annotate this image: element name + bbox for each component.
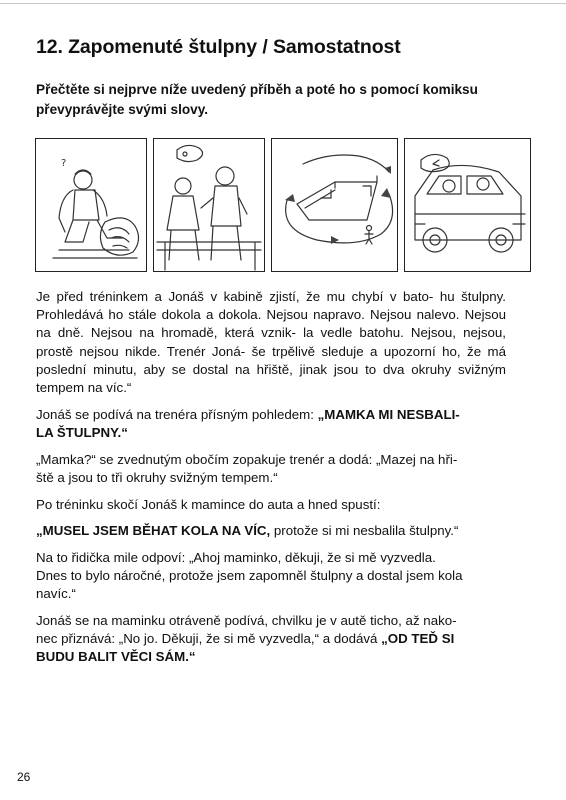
story-paragraph xyxy=(36,612,506,667)
story-emphasis: „MAMKA MI NESBALI- xyxy=(317,406,460,422)
comic-panel-1 xyxy=(36,139,147,272)
story-line: hu štulpny. Prohledává ho stále dokola a dokola. Nejsou napravo. xyxy=(36,289,506,323)
comic-panel-3 xyxy=(272,139,398,272)
story-emphasis: „OD TEĎ SI xyxy=(381,631,455,647)
story-line: Nejsou nalevo. Nejsou na dně. Nejsou na hromadě, která vznik- xyxy=(36,307,507,341)
story-line: Po tréninku skočí Jonáš k mamince do auta a hned spustí: xyxy=(36,496,381,512)
story-line: Na to řidička mile odpoví: „Ahoj maminko, děkuji, že si mě vyzvedla. xyxy=(36,549,436,565)
story-line: Jonáš se na maminku otráveně podívá, chvilku je v autě ticho, až nako- xyxy=(36,613,457,629)
story-emphasis: LA ŠTULPNY.“ xyxy=(36,424,128,440)
comic-panel-4 xyxy=(405,139,531,272)
story-line: la vedle batohu. Nejsou, nejsou, prostě nejsou nikde. Trenér Joná- xyxy=(36,325,506,359)
story-paragraph xyxy=(36,522,506,540)
instruction-line-2: převyprávějte svými slovy. xyxy=(36,102,209,117)
story-text xyxy=(36,288,506,675)
comic-strip xyxy=(35,138,531,273)
story-text-run: Jonáš se podívá na trenéra přísným pohledem: xyxy=(36,406,318,422)
story-text-run: nec přiznává: „No jo. Děkuji, že si mě vyzvedla,“ a dodává xyxy=(36,631,382,647)
story-paragraph xyxy=(36,406,506,442)
story-emphasis: „MUSEL JSEM BĚHAT KOLA NA VÍC, xyxy=(36,523,271,539)
story-line: ště a jsou to tři okruhy svižným tempem.“ xyxy=(36,469,278,485)
instruction-line-1: Přečtěte si nejprve níže uvedený příběh a poté ho s pomocí komiksu xyxy=(36,82,478,97)
page-number: 26 xyxy=(17,770,31,784)
story-line: dostal na hřiště, jinak jsou to dva okruhy svižným tempem na víc.“ xyxy=(36,361,507,396)
story-line: Dnes to bylo náročné, protože jsem zapomněl štulpny a dostal jsem kola xyxy=(36,568,463,584)
story-paragraph xyxy=(36,288,506,397)
story-line: navíc.“ xyxy=(36,586,76,602)
instruction-text xyxy=(36,80,536,120)
comic-panel-2 xyxy=(154,139,265,272)
story-line: še trpělivě sleduje a upozorní ho, že má poslední minutu, aby se xyxy=(36,343,507,377)
story-text-run: protože si mi nesbalila štulpny.“ xyxy=(270,523,459,539)
story-paragraph xyxy=(36,496,506,514)
page-title: 12. Zapomenuté štulpny / Samostatnost xyxy=(36,36,401,58)
svg-text:?: ? xyxy=(61,158,67,169)
story-emphasis: BUDU BALIT VĚCI SÁM.“ xyxy=(36,649,196,665)
story-line: „Mamka?“ se zvednutým obočím zopakuje trenér a dodá: „Mazej na hři- xyxy=(36,451,458,467)
story-paragraph xyxy=(36,451,506,487)
story-paragraph xyxy=(36,549,506,604)
story-line: Je před tréninkem a Jonáš v kabině zjistí, že mu chybí v bato- xyxy=(36,289,434,304)
top-rule xyxy=(0,3,566,4)
